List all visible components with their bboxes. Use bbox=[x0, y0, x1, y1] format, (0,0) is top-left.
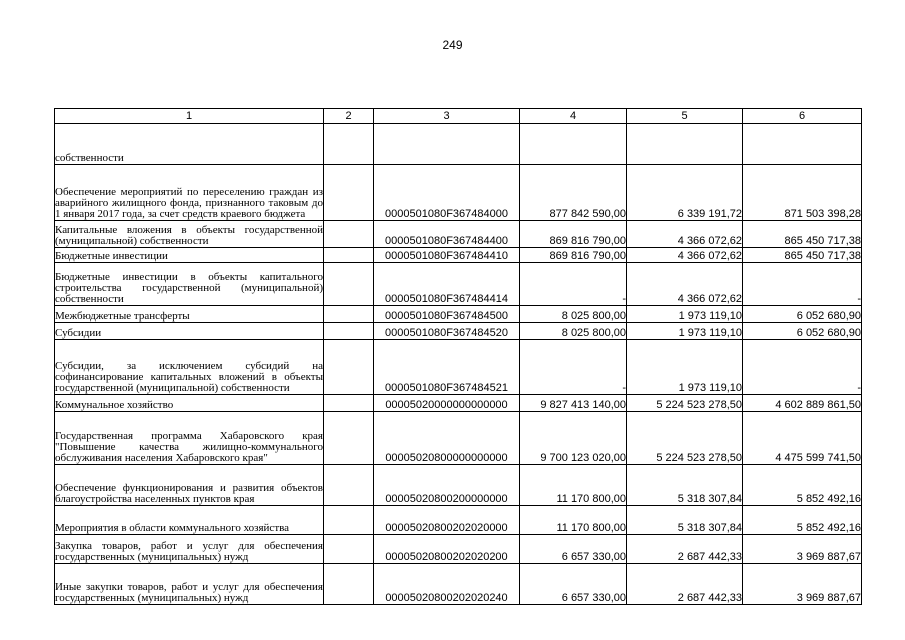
cell-name: Обеспечение мероприятий по переселению граждан из аварийного жилищного фонда, признанного таковым до 1 января 2017 года, за счет средств краевого бюджета bbox=[55, 165, 324, 221]
table-row bbox=[55, 323, 862, 340]
cell-value-6: 871 503 398,28 bbox=[743, 165, 862, 221]
cell-value-6: 3 969 887,67 bbox=[743, 535, 862, 564]
cell-name: Коммунальное хозяйство bbox=[55, 395, 324, 412]
cell-value-4: 11 170 800,00 bbox=[520, 465, 627, 506]
table-row bbox=[55, 340, 862, 395]
cell-value-5: 2 687 442,33 bbox=[627, 564, 743, 605]
cell-col2 bbox=[324, 323, 374, 340]
cell-name: Субсидии, за исключением субсидий на софинансирование капитальных вложений в объекты государственной (муниципальной) собственности bbox=[55, 340, 324, 395]
cell-value-4: 869 816 790,00 bbox=[520, 248, 627, 263]
cell-value-5: 2 687 442,33 bbox=[627, 535, 743, 564]
cell-value-4: - bbox=[520, 263, 627, 306]
cell-value-5: 5 224 523 278,50 bbox=[627, 395, 743, 412]
cell-code: 00005020000000000000 bbox=[374, 395, 520, 412]
cell-name: Государственная программа Хабаровского края "Повышение качества жилищно-коммунального обслуживания населения Хабаровского края" bbox=[55, 412, 324, 465]
cell-col2 bbox=[324, 263, 374, 306]
cell-value-6: 4 602 889 861,50 bbox=[743, 395, 862, 412]
cell-col2 bbox=[324, 535, 374, 564]
cell-value-5: 5 224 523 278,50 bbox=[627, 412, 743, 465]
table-row bbox=[55, 412, 862, 465]
table-row bbox=[55, 221, 862, 248]
cell-value-5: 1 973 119,10 bbox=[627, 306, 743, 323]
cell-name: Мероприятия в области коммунального хозяйства bbox=[55, 506, 324, 535]
table-row bbox=[55, 506, 862, 535]
cell-col2 bbox=[324, 340, 374, 395]
cell-value-6: 865 450 717,38 bbox=[743, 221, 862, 248]
page-number: 249 bbox=[442, 38, 463, 52]
table-row bbox=[55, 564, 862, 605]
cell-value-6: 865 450 717,38 bbox=[743, 248, 862, 263]
cell-value-6: 5 852 492,16 bbox=[743, 465, 862, 506]
cell-code: 0000501080F367484500 bbox=[374, 306, 520, 323]
cell-value-5: 4 366 072,62 bbox=[627, 263, 743, 306]
cell-value-4: 11 170 800,00 bbox=[520, 506, 627, 535]
cell-value-6: 4 475 599 741,50 bbox=[743, 412, 862, 465]
cell-value-4: 8 025 800,00 bbox=[520, 323, 627, 340]
cell-value-4: - bbox=[520, 340, 627, 395]
cell-value-5: 5 318 307,84 bbox=[627, 465, 743, 506]
cell-value-6: 6 052 680,90 bbox=[743, 323, 862, 340]
cell-col2 bbox=[324, 465, 374, 506]
cell-value-6: 6 052 680,90 bbox=[743, 306, 862, 323]
cell-name: Иные закупки товаров, работ и услуг для обеспечения государственных (муниципальных) нужд bbox=[55, 564, 324, 605]
cell-value-5: 1 973 119,10 bbox=[627, 340, 743, 395]
cell-col2 bbox=[324, 221, 374, 248]
cell-value-6: 5 852 492,16 bbox=[743, 506, 862, 535]
cell-code: 0000501080F367484410 bbox=[374, 248, 520, 263]
column-header: 2 bbox=[324, 109, 374, 124]
cell-code bbox=[374, 124, 520, 165]
cell-code: 0000501080F367484400 bbox=[374, 221, 520, 248]
table-row bbox=[55, 465, 862, 506]
cell-name: Обеспечение функционирования и развития объектов благоустройства населенных пунктов края bbox=[55, 465, 324, 506]
column-header: 3 bbox=[374, 109, 520, 124]
cell-code: 00005020800202020240 bbox=[374, 564, 520, 605]
cell-value-5: 4 366 072,62 bbox=[627, 221, 743, 248]
cell-col2 bbox=[324, 248, 374, 263]
cell-name: Субсидии bbox=[55, 323, 324, 340]
cell-name: собственности bbox=[55, 124, 324, 165]
cell-value-4: 877 842 590,00 bbox=[520, 165, 627, 221]
cell-value-4: 6 657 330,00 bbox=[520, 564, 627, 605]
cell-col2 bbox=[324, 395, 374, 412]
cell-value-4: 9 827 413 140,00 bbox=[520, 395, 627, 412]
cell-col2 bbox=[324, 506, 374, 535]
cell-name: Капитальные вложения в объекты государственной (муниципальной) собственности bbox=[55, 221, 324, 248]
cell-code: 0000501080F367484414 bbox=[374, 263, 520, 306]
table-row bbox=[55, 248, 862, 263]
cell-value-4: 8 025 800,00 bbox=[520, 306, 627, 323]
cell-name: Межбюджетные трансферты bbox=[55, 306, 324, 323]
cell-col2 bbox=[324, 412, 374, 465]
cell-code: 00005020800202020200 bbox=[374, 535, 520, 564]
table-row bbox=[55, 165, 862, 221]
column-header: 5 bbox=[627, 109, 743, 124]
cell-name: Бюджетные инвестиции в объекты капитального строительства государственной (муниципальной) собственности bbox=[55, 263, 324, 306]
cell-value-4: 869 816 790,00 bbox=[520, 221, 627, 248]
cell-value-5: 5 318 307,84 bbox=[627, 506, 743, 535]
table-row bbox=[55, 306, 862, 323]
cell-value-6: - bbox=[743, 340, 862, 395]
cell-name: Закупка товаров, работ и услуг для обеспечения государственных (муниципальных) нужд bbox=[55, 535, 324, 564]
cell-value-5 bbox=[627, 124, 743, 165]
cell-value-6: - bbox=[743, 263, 862, 306]
cell-value-5: 1 973 119,10 bbox=[627, 323, 743, 340]
cell-col2 bbox=[324, 165, 374, 221]
table-row bbox=[55, 395, 862, 412]
column-header: 1 bbox=[55, 109, 324, 124]
cell-code: 0000501080F367484521 bbox=[374, 340, 520, 395]
table-header-row bbox=[55, 109, 862, 124]
cell-value-4: 6 657 330,00 bbox=[520, 535, 627, 564]
cell-value-5: 4 366 072,62 bbox=[627, 248, 743, 263]
cell-value-5: 6 339 191,72 bbox=[627, 165, 743, 221]
cell-col2 bbox=[324, 306, 374, 323]
cell-col2 bbox=[324, 124, 374, 165]
cell-code: 00005020800202020000 bbox=[374, 506, 520, 535]
cell-name: Бюджетные инвестиции bbox=[55, 248, 324, 263]
cell-col2 bbox=[324, 564, 374, 605]
cell-code: 00005020800200000000 bbox=[374, 465, 520, 506]
cell-code: 00005020800000000000 bbox=[374, 412, 520, 465]
cell-value-4: 9 700 123 020,00 bbox=[520, 412, 627, 465]
cell-value-4 bbox=[520, 124, 627, 165]
table-row bbox=[55, 263, 862, 306]
cell-value-6: 3 969 887,67 bbox=[743, 564, 862, 605]
cell-code: 0000501080F367484520 bbox=[374, 323, 520, 340]
cell-code: 0000501080F367484000 bbox=[374, 165, 520, 221]
budget-execution-table bbox=[54, 108, 862, 605]
table-row bbox=[55, 124, 862, 165]
cell-value-6 bbox=[743, 124, 862, 165]
table-row bbox=[55, 535, 862, 564]
column-header: 6 bbox=[743, 109, 862, 124]
column-header: 4 bbox=[520, 109, 627, 124]
